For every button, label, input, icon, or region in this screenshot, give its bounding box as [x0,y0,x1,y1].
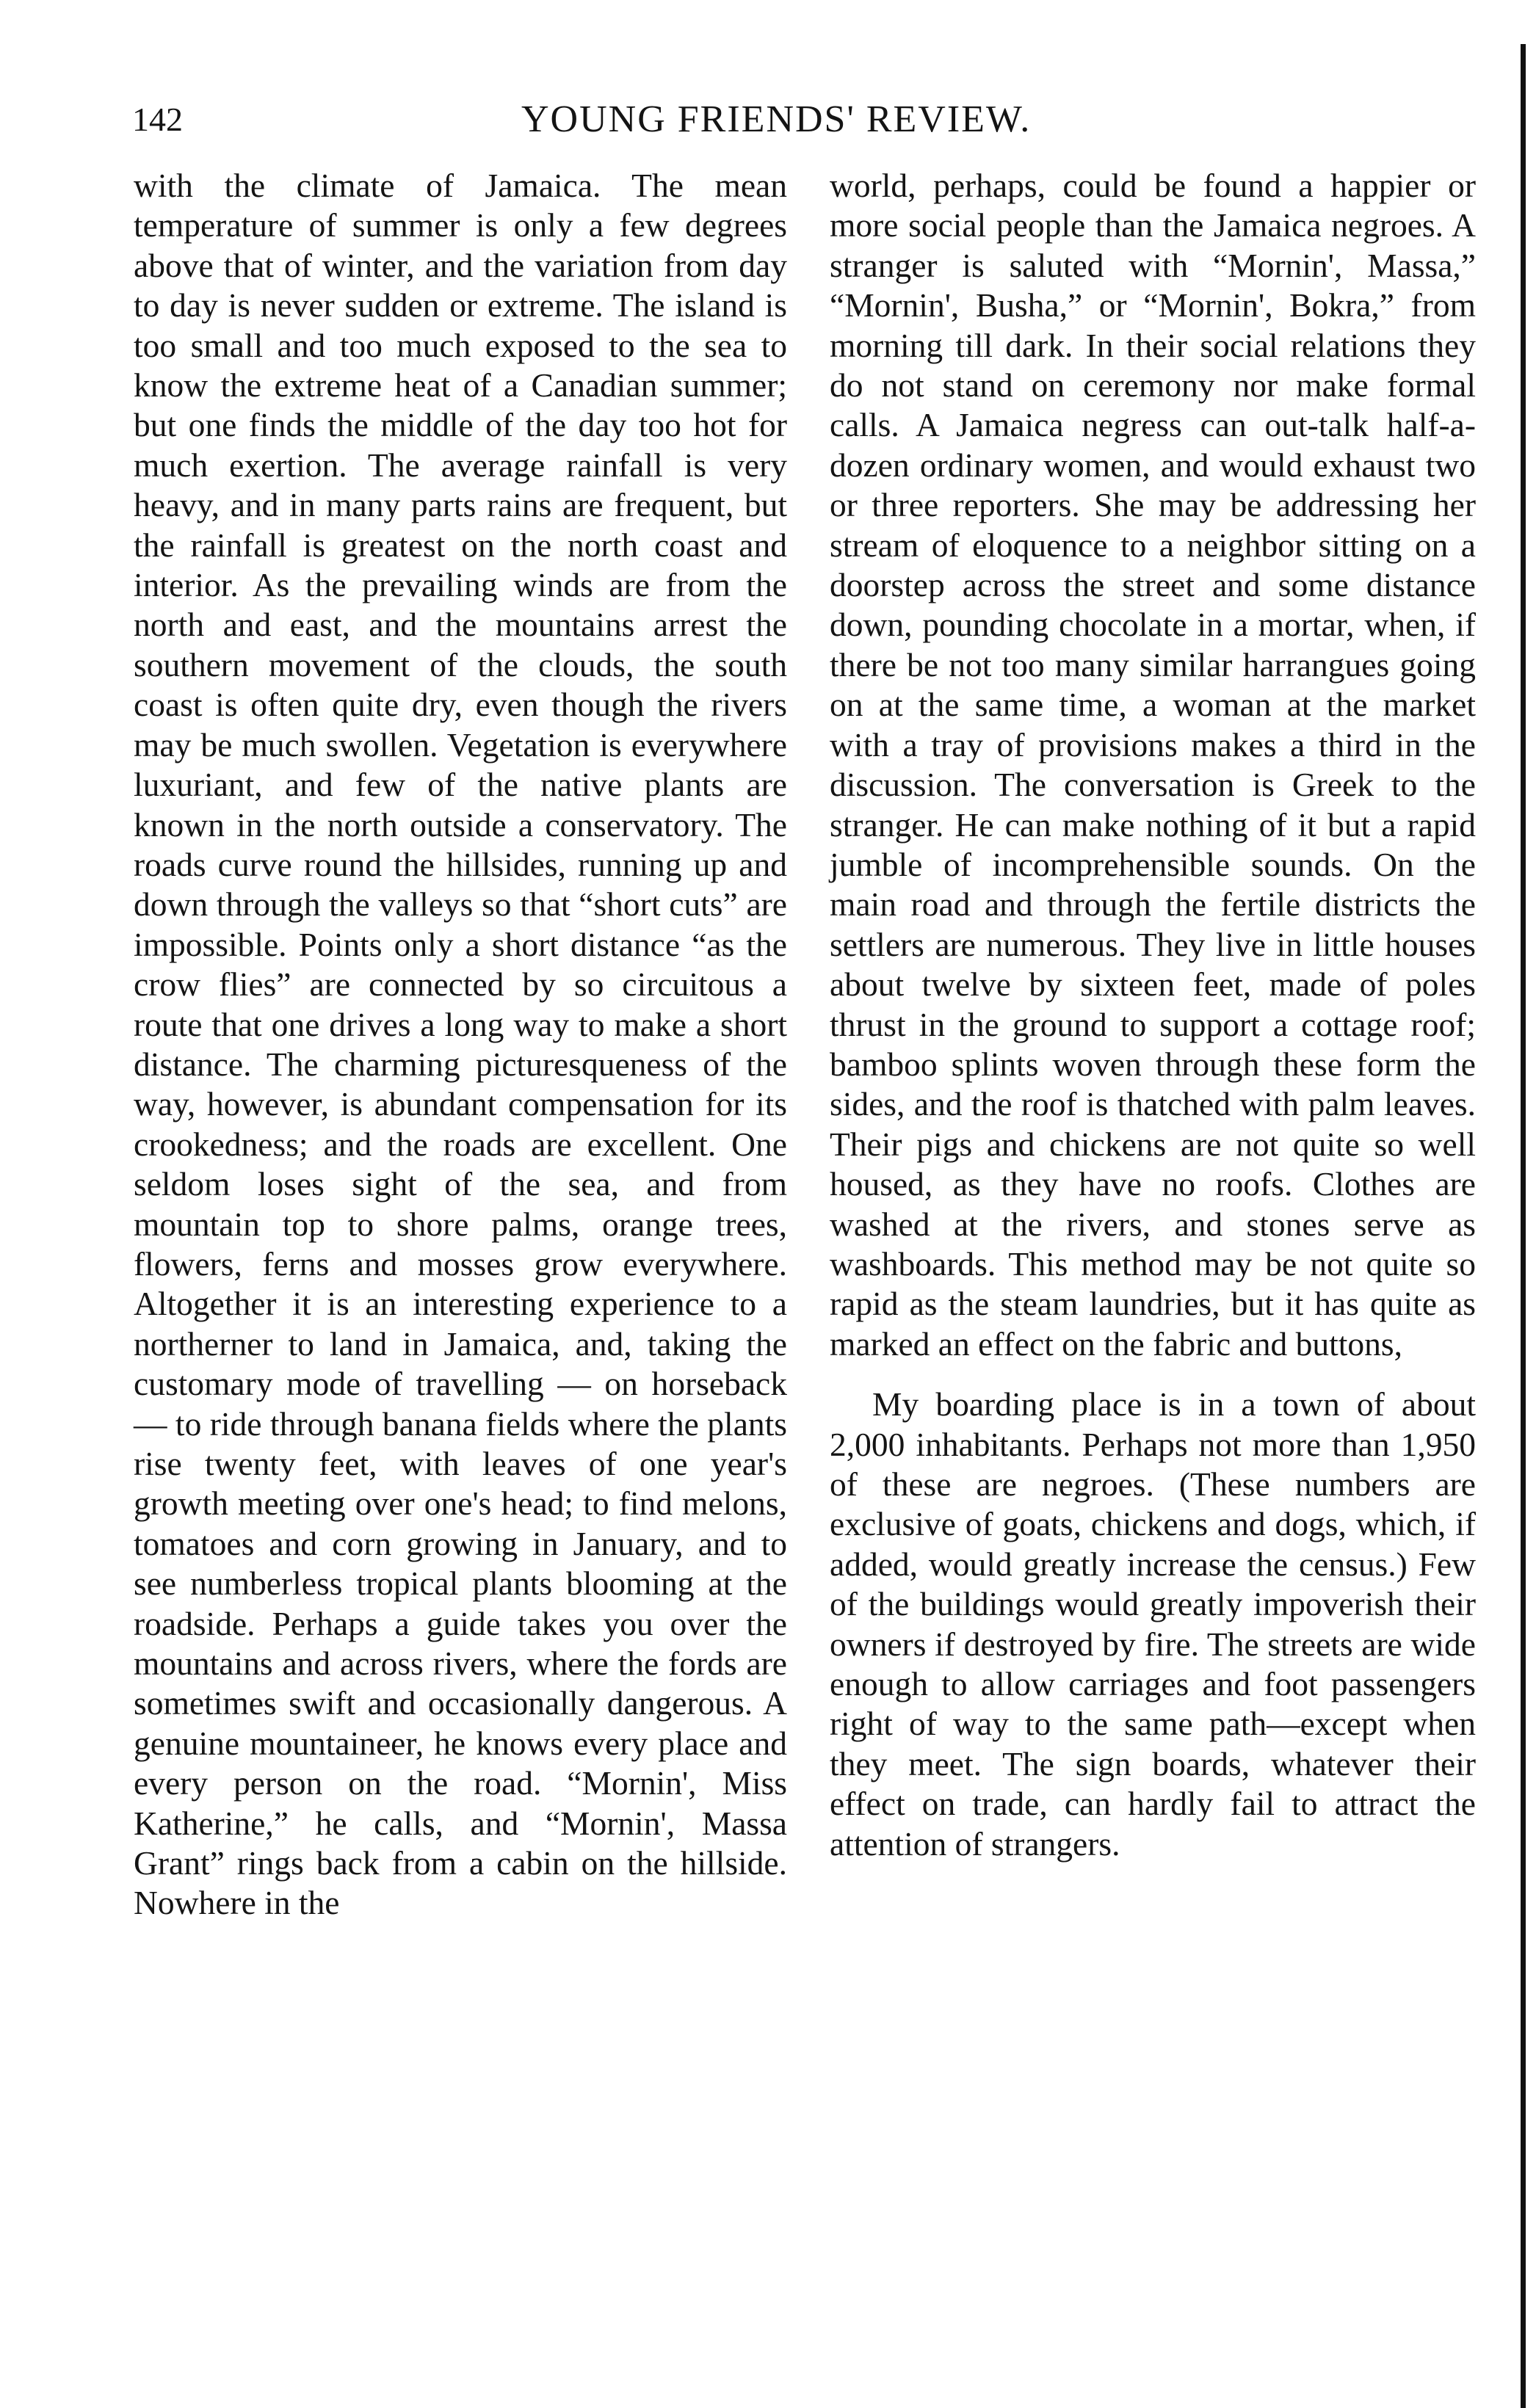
page-edge-rule [1521,44,1526,2408]
left-column [134,166,787,1923]
right-paragraph-2: My boarding place is in a town of about 2,000 inhabitants. Perhaps not more than 1,950 of these are negroes. (These numbers are exclusive of goats, chickens and dogs, which, if added, would greatly increase the census.) Few of the buildings would greatly impoverish their owners if destroyed by fire. The streets are wide enough to allow carriages and foot passengers right of way to the same path—except when they meet. The sign boards, whatever their effect on trade, can hardly fail to attract the attention of strangers. [830,1385,1476,1863]
left-paragraph-1: with the climate of Jamaica. The mean temperature of summer is only a few degrees above that of winter, and the variation from day to day is never sudden or extreme. The island is too small and too much exposed to the sea to know the extreme heat of a Canadian summer; but one finds the middle of the day too hot for much exertion. The average rainfall is very heavy, and in many parts rains are frequent, but the rainfall is greatest on the north coast and interior. As the prevailing winds are from the north and east, and the mountains arrest the southern movement of the clouds, the south coast is often quite dry, even though the rivers may be much swollen. Vegetation is everywhere luxuriant, and few of the native plants are known in the north outside a conservatory. The roads curve round the hillsides, running up and down through the valleys so that “short cuts” are impossible. Points only a short distance “as the crow flies” are connected by so circuitous a route that one drives a long way to make a short distance. The charming picturesqueness of the way, however, is abundant compensation for its crookedness; and the roads are excellent. One seldom loses sight of the sea, and from mountain top to shore palms, orange trees, flowers, ferns and mosses grow everywhere. Altogether it is an interesting experience to a northerner to land in Jamaica, and, taking the customary mode of travelling — on horseback — to ride through banana fields where the plants rise twenty feet, with leaves of one year's growth meeting over one's head; to find melons, tomatoes and corn growing in January, and to see numberless tropical plants blooming at the roadside. Perhaps a guide takes you over the mountains and across rivers, where the fords are sometimes swift and occasionally dangerous. A genuine mountaineer, he knows every place and every person on the road. “Mornin', Miss Katherine,” he calls, and “Mornin', Massa Grant” rings back from a cabin on the hillside. Nowhere in the [134,167,787,1922]
page-number: 142 [132,101,183,138]
journal-title: YOUNG FRIENDS' REVIEW. [521,98,1032,140]
right-paragraph-1: world, perhaps, could be found a happier or more social people than the Jamaica negroes. A stranger is saluted with “Mornin', Massa,” “Mornin', Busha,” or “Mornin', Bokra,” from morning till dark. In their social relations they do not stand on ceremony nor make formal calls. A Jamaica negress can out-talk half-a-dozen ordinary women, and would exhaust two or three reporters. She may be addressing her stream of eloquence to a neighbor sitting on a doorstep across the street and some distance down, pounding chocolate in a mortar, when, if there be not too many similar harrangues going on at the same time, a woman at the market with a tray of provisions makes a third in the discussion. The conversation is Greek to the stranger. He can make nothing of it but a rapid jumble of incomprehensible sounds. On the main road and through the fertile districts the settlers are numerous. They live in little houses about twelve by sixteen feet, made of poles thrust in the ground to support a cottage roof; bamboo splints woven through these form the sides, and the roof is thatched with palm leaves. Their pigs and chickens are not quite so well housed, as they have no roofs. Clothes are washed at the rivers, and stones serve as washboards. This method may be not quite so rapid as the steam laundries, but it has quite as marked an effect on the fabric and buttons, [830,167,1476,1363]
running-head [132,94,1498,145]
right-column [830,166,1476,1864]
